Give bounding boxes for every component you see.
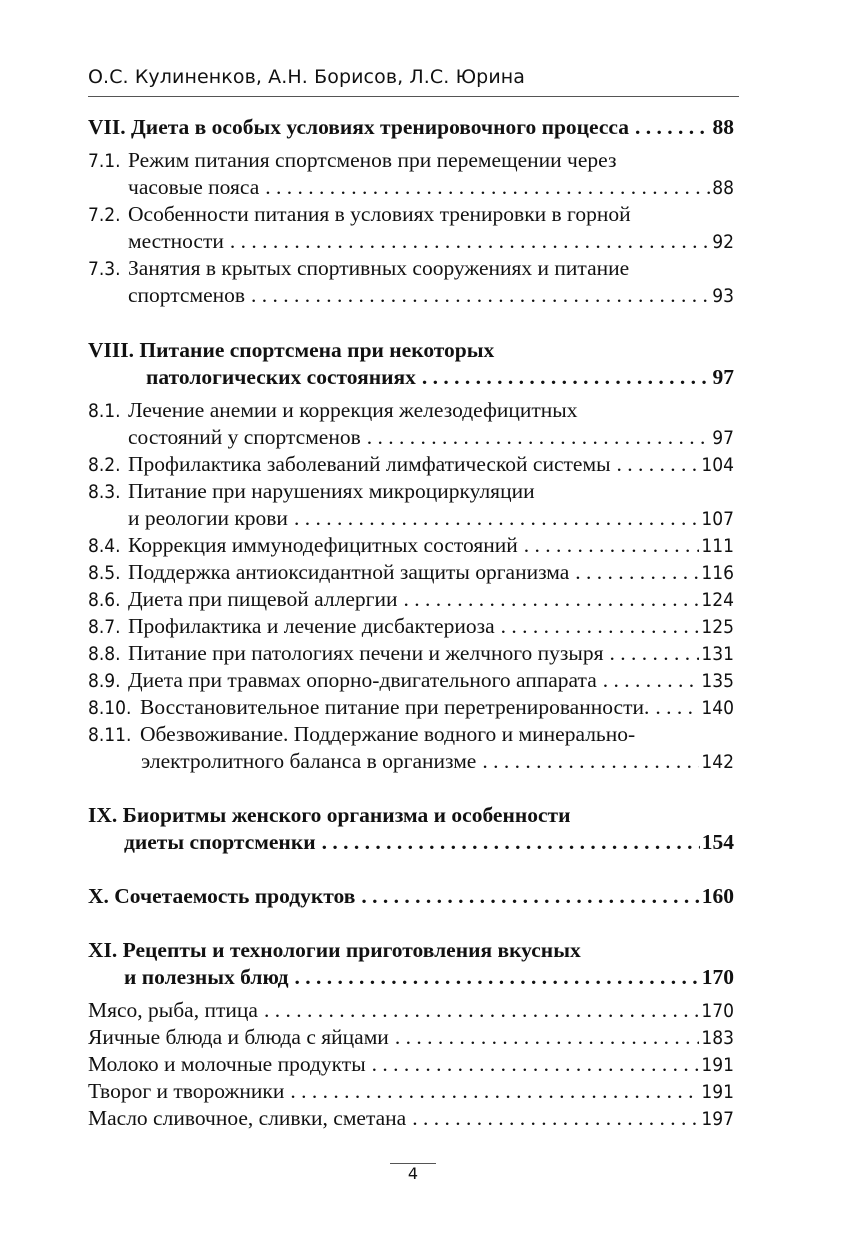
toc-subsection-butter-cream[interactable] [88,1103,734,1133]
toc-item-title: Питание при патологиях печени и желчного пузыря [128,641,604,665]
dot-leader [404,584,700,614]
dot-leader [412,1103,699,1133]
toc-item-number: 8.8. [88,643,121,665]
toc-chapter-title-cont: и полезных блюд [124,965,289,989]
toc-page-number: 191 [701,1081,734,1103]
toc-page-number: 140 [701,697,734,719]
toc-chapter-title: VIII. Питание спортсмена при некоторых [88,338,495,362]
toc-item-8-9[interactable] [88,665,734,695]
toc-item-8-5[interactable] [88,557,734,587]
toc-page-number: 197 [701,1108,734,1130]
toc-page-number: 88 [712,177,734,199]
dot-leader [322,827,700,857]
toc-item-number: 8.1. [88,400,121,422]
toc-item-number: 8.9. [88,670,121,692]
toc-item-title-cont: часовые пояса [128,175,260,199]
toc-page-number: 124 [701,589,734,611]
toc-item-title: Питание при нарушениях микроциркуляции [128,479,535,503]
toc-page-number: 154 [701,830,734,854]
toc-page-number: 170 [701,965,734,989]
toc-page-number: 160 [701,884,734,908]
toc-chapter-11-cont[interactable] [124,962,734,992]
toc-item-title: Режим питания спортсменов при перемещении через [128,148,617,172]
toc-subsection-meat-fish-poultry[interactable] [88,995,734,1025]
toc-chapter-11[interactable] [88,935,734,965]
toc-item-8-3[interactable] [88,476,734,506]
toc-item-8-2[interactable] [88,449,734,479]
toc-chapter-title: XI. Рецепты и технологии приготовления вкусных [88,938,581,962]
dot-leader [367,422,710,452]
toc-item-8-1-cont[interactable] [128,422,734,452]
toc-item-number: 7.3. [88,258,121,280]
toc-page-number: 142 [701,751,734,773]
dot-leader [482,746,699,776]
toc-chapter-9-cont[interactable] [124,827,734,857]
toc-page-number: 104 [701,454,734,476]
header-divider [88,96,739,97]
toc-page-number: 88 [712,115,734,139]
dot-leader [422,362,711,392]
toc-item-7-3-cont[interactable] [128,280,734,310]
toc-chapter-title: VII. Диета в особых условиях тренировочного процесса [88,115,629,139]
toc-item-number: 8.11. [88,724,132,746]
toc-item-number: 8.7. [88,616,121,638]
dot-leader [524,530,700,560]
toc-item-title-cont: спортсменов [128,283,246,307]
toc-item-8-3-cont[interactable] [128,503,734,533]
dot-leader [635,112,711,142]
toc-item-title: Обезвоживание. Поддержание водного и минерально- [140,722,636,746]
toc-item-number: 7.1. [88,150,121,172]
toc-item-8-11-cont[interactable] [141,746,734,776]
toc-item-title: Диета при пищевой аллергии [128,587,398,611]
toc-item-number: 8.3. [88,481,121,503]
toc-item-7-2[interactable] [88,199,734,229]
toc-item-8-1[interactable] [88,395,734,425]
toc-item-title: Масло сливочное, сливки, сметана [88,1106,407,1130]
toc-item-8-8[interactable] [88,638,734,668]
toc-chapter-9[interactable] [88,800,734,830]
toc-item-title: Молоко и молочные продукты [88,1052,366,1076]
toc-item-8-10[interactable] [88,692,734,722]
toc-page-number: 92 [712,231,734,253]
toc-item-7-1-cont[interactable] [128,172,734,202]
toc-chapter-title-cont: патологических состояниях [146,365,416,389]
toc-item-title: Занятия в крытых спортивных сооружениях и питание [128,256,630,280]
toc-item-7-3[interactable] [88,253,734,283]
toc-chapter-title: X. Сочетаемость продуктов [88,884,356,908]
toc-item-title: Яичные блюда и блюда с яйцами [88,1025,389,1049]
toc-page-number: 170 [701,1000,734,1022]
dot-leader [290,1076,699,1106]
dot-leader [251,280,710,310]
toc-item-title: Коррекция иммунодефицитных состояний [128,533,518,557]
toc-item-number: 8.10. [88,697,132,719]
toc-item-title: Поддержка антиоксидантной защиты организма [128,560,570,584]
toc-page-number: 135 [701,670,734,692]
toc-chapter-10[interactable] [88,881,734,911]
toc-item-title-cont: состояний у спортсменов [128,425,361,449]
dot-leader [655,692,699,722]
toc-item-title-cont: и реологии крови [128,506,288,530]
page-number: 4 [407,1164,419,1183]
toc-chapter-8-cont[interactable] [146,362,734,392]
toc-item-title: Творог и творожники [88,1079,285,1103]
dot-leader [372,1049,700,1079]
toc-page-number: 131 [701,643,734,665]
dot-leader [265,172,710,202]
dot-leader [295,962,700,992]
toc-item-title: Восстановительное питание при перетренированности. [140,695,650,719]
dot-leader [603,665,700,695]
toc-item-8-11[interactable] [88,719,734,749]
toc-page-number: 191 [701,1054,734,1076]
toc-item-number: 8.5. [88,562,121,584]
toc-item-title: Диета при травмах опорно-двигательного аппарата [128,668,597,692]
dot-leader [609,638,699,668]
toc-page-number: 97 [712,365,734,389]
toc-item-7-1[interactable] [88,145,734,175]
toc-item-title-cont: электролитного баланса в организме [141,749,477,773]
dot-leader [264,995,699,1025]
toc-chapter-title: IX. Биоритмы женского организма и особенности [88,803,571,827]
toc-page-number: 116 [701,562,734,584]
toc-page-number: 93 [712,285,734,307]
toc-page-number: 183 [701,1027,734,1049]
toc-subsection-egg-dishes[interactable] [88,1022,734,1052]
toc-item-title: Лечение анемии и коррекция железодефицитных [128,398,578,422]
dot-leader [395,1022,700,1052]
toc-item-title-cont: местности [128,229,224,253]
dot-leader [575,557,699,587]
toc-item-8-6[interactable] [88,584,734,614]
toc-subsection-cottage-cheese[interactable] [88,1076,734,1106]
toc-page-number: 107 [701,508,734,530]
toc-item-number: 8.6. [88,589,121,611]
toc-subsection-dairy[interactable] [88,1049,734,1079]
toc-chapter-7[interactable] [88,112,734,142]
dot-leader [294,503,699,533]
toc-item-title: Особенности питания в условиях тренировки в горной [128,202,631,226]
dot-leader [617,449,700,479]
toc-item-title: Профилактика заболеваний лимфатической системы [128,452,611,476]
toc-item-title: Профилактика и лечение дисбактериоза [128,614,495,638]
toc-chapter-8[interactable] [88,335,734,365]
toc-item-title: Мясо, рыба, птица [88,998,258,1022]
toc-item-7-2-cont[interactable] [128,226,734,256]
toc-page-number: 111 [701,535,734,557]
toc-item-8-4[interactable] [88,530,734,560]
dot-leader [501,611,700,641]
toc-page-number: 97 [712,427,734,449]
toc-page-number: 125 [701,616,734,638]
dot-leader [230,226,710,256]
dot-leader [361,881,699,911]
toc-item-number: 8.4. [88,535,121,557]
toc-item-number: 7.2. [88,204,121,226]
running-header-authors: О.С. Кулиненков, А.Н. Борисов, Л.С. Юрина [88,66,526,88]
toc-chapter-title-cont: диеты спортсменки [124,830,316,854]
toc-item-8-7[interactable] [88,611,734,641]
toc-item-number: 8.2. [88,454,121,476]
